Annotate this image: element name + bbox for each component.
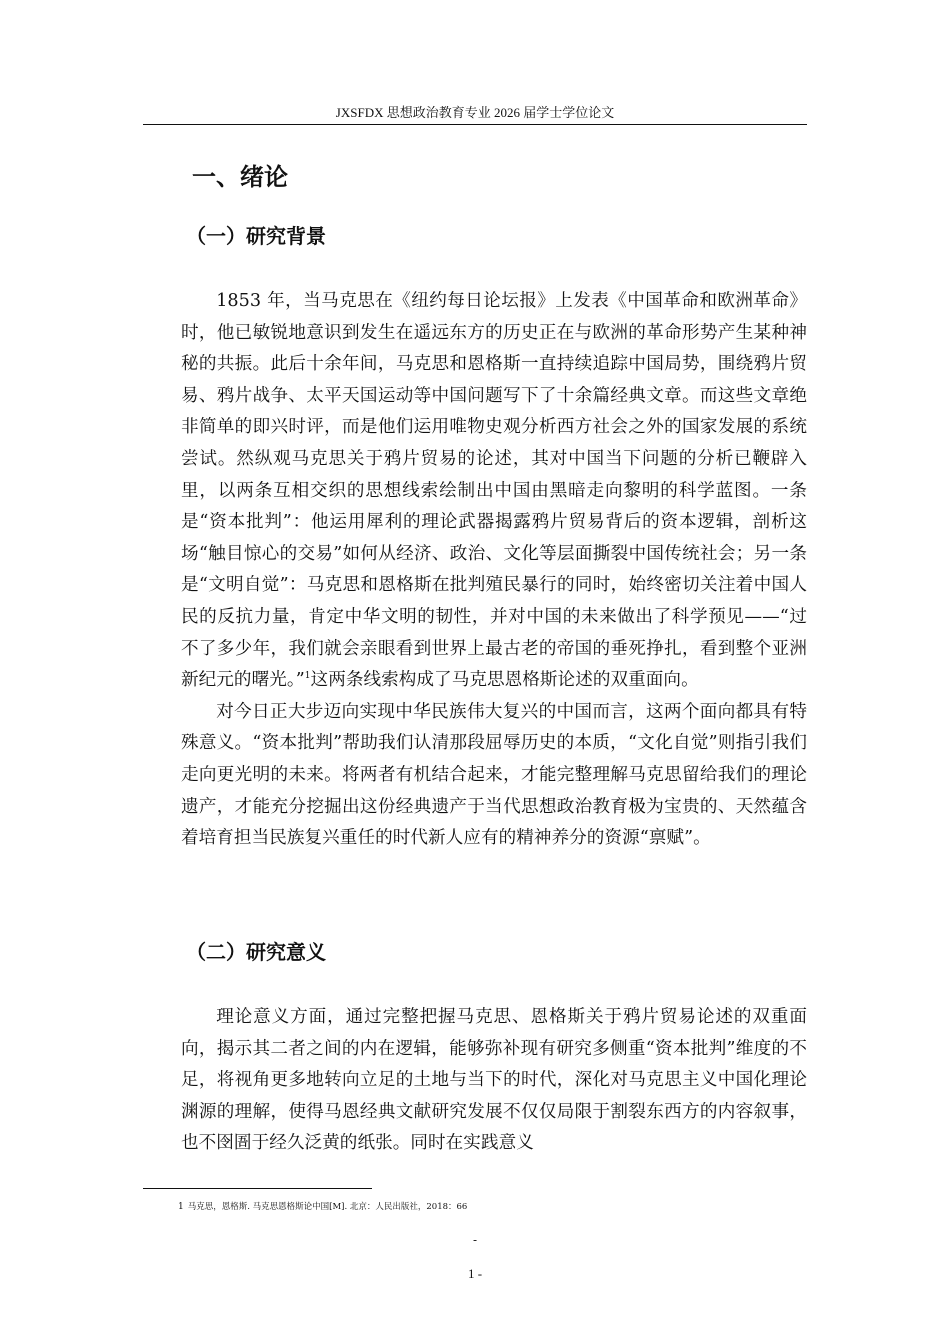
paragraph: 理论意义方面，通过完整把握马克思、恩格斯关于鸦片贸易论述的双重面向，揭示其二者之间的内在逻辑，能够弥补现有研究多侧重“资本批判”维度的不足，将视角更多地转向立足的土地与当下的时代，深化对马克思主义中国化理论渊源的理解，使得马恩经典文献研究发展不仅仅局限于割裂东西方的内容叙事，也不囹圄于经久泛黄的纸张。同时在实践意义 [181, 1007, 807, 1154]
footnote [178, 1200, 798, 1214]
footnote-text: 马克思，恩格斯. 马克思恩格斯论中国[M]. 北京：人民出版社，2018：66 [187, 1202, 468, 1212]
paragraph-text: 1853 年，当马克思在《纽约每日论坛报》上发表《中国革命和欧洲革命》时，他已敏锐地意识到发生在遥远东方的历史正在与欧洲的革命形势产生某种神秘的共振。此后十余年间，马克思和恩格斯一直持续追踪中国局势，围绕鸦片贸易、鸦片战争、太平天国运动等中国问题写下了十余篇经典文章。而这些文章绝非简单的即兴时评，而是他们运用唯物史观分析西方社会之外的国家发展的系统尝试。然纵观马克思关于鸦片贸易的论述，其对中国当下问题的分析已鞭辟入里，以两条互相交织的思想线索绘制出中国由黑暗走向黎明的科学蓝图。一条是“资本批判”：他运用犀利的理论武器揭露鸦片贸易背后的资本逻辑，剖析这场“触目惊心的交易”如何从经济、政治、文化等层面撕裂中国传统社会；另一条是“文明自觉”：马克思和恩格斯在批判殖民暴行的同时，始终密切关注着中国人民的反抗力量，肯定中华文明的韧性，并对中国的未来做出了科学预见——“过不了多少年，我们就会亲眼看到世界上最古老的帝国的垂死挣扎，看到整个亚洲新纪元的曙光。” [181, 291, 807, 691]
running-header: JXSFDX 思想政治教育专业 2026 届学士学位论文 [335, 105, 615, 120]
paragraph [181, 286, 807, 697]
page-number: 1 - [467, 1266, 483, 1281]
section-title-background: （一）研究背景 [186, 224, 326, 248]
footnote-reference[interactable]: 1 [304, 671, 311, 682]
chapter-title: 一、绪论 [192, 163, 288, 191]
page-dash: - [472, 1233, 478, 1247]
section-body-background [181, 286, 807, 855]
footnote-number: 1 [178, 1202, 184, 1212]
header-rule [143, 124, 807, 125]
section-body-significance [181, 1002, 807, 1160]
section-title-significance: （二）研究意义 [186, 940, 326, 964]
paragraph: 对今日正大步迈向实现中华民族伟大复兴的中国而言，这两个面向都具有特殊意义。“资本批判”帮助我们认清那段屈辱历史的本质，“文化自觉”则指引我们走向更光明的未来。将两者有机结合起来，才能完整理解马克思留给我们的理论遗产，才能充分挖掘出这份经典遗产于当代思想政治教育极为宝贵的、天然蕴含着培育担当民族复兴重任的时代新人应有的精神养分的资源“禀赋”。 [181, 701, 807, 849]
footnote-rule [143, 1188, 372, 1189]
paragraph-text-continued: 这两条线索构成了马克思恩格斯论述的双重面向。 [310, 670, 699, 691]
